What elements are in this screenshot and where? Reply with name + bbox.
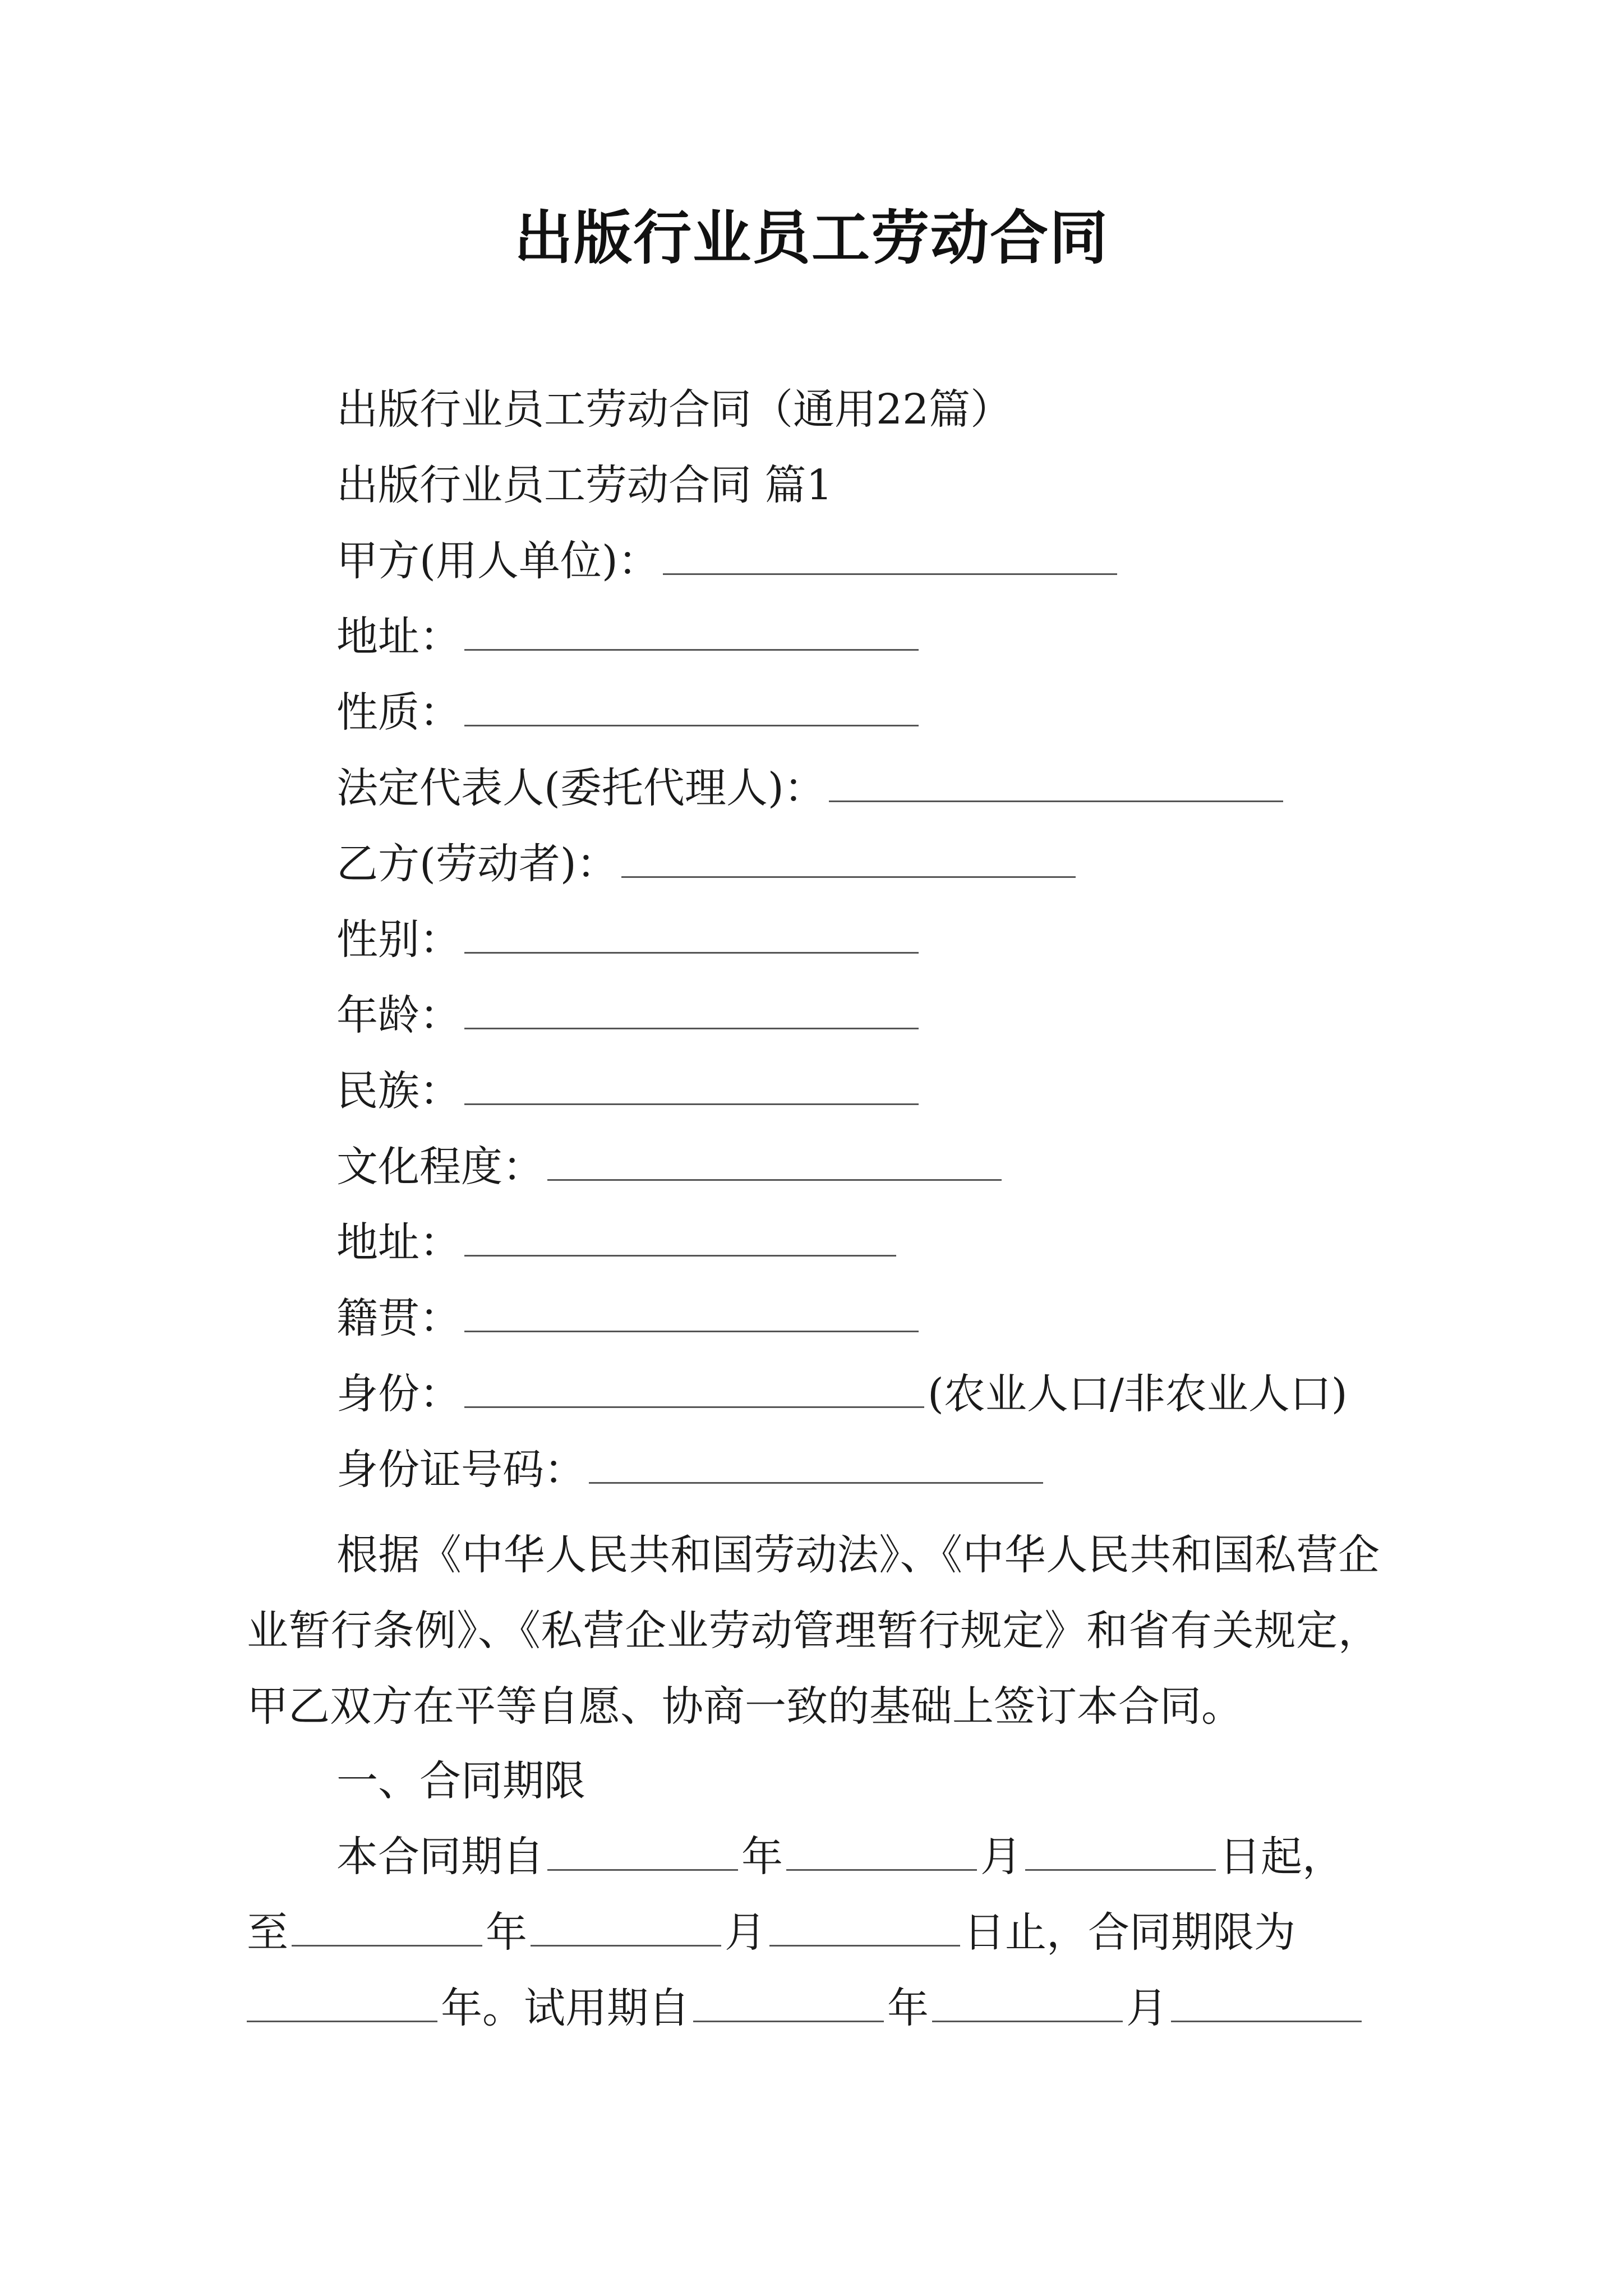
term-text: 日起，	[1219, 1833, 1344, 1881]
blank-line	[1171, 1987, 1362, 2022]
term-text: 年	[887, 1984, 929, 2032]
field-address-a	[336, 609, 922, 665]
basis-paragraph: 根据《中华人民共和国劳动法》、《中华人民共和国私营企业暂行条例》、《私营企业劳动管理暂行规定》和省有关规定，甲乙双方在平等自愿、协商一致的基础上签订本合同。	[247, 1531, 1380, 1731]
field-label: 甲方(用人单位)：	[336, 537, 660, 585]
blank-line	[464, 1297, 919, 1332]
field-label: 民族：	[336, 1067, 461, 1115]
field-age	[336, 987, 922, 1043]
blank-line	[464, 1070, 919, 1105]
blank-line	[464, 615, 919, 651]
field-label: 身份：	[336, 1370, 461, 1418]
field-label: 年龄：	[336, 991, 461, 1039]
term-text: 本合同期自	[336, 1833, 544, 1881]
field-label: 法定代表人(委托代理人)：	[336, 764, 826, 812]
field-gender	[336, 912, 922, 968]
blank-line	[464, 918, 919, 954]
blank-line	[769, 1911, 960, 1947]
field-address-b	[336, 1214, 900, 1271]
blank-line	[247, 1987, 437, 2022]
field-label: 乙方(劳动者)：	[336, 840, 618, 888]
term-text: 年。试用期自	[441, 1984, 690, 2032]
field-id-number	[336, 1442, 1046, 1498]
blank-line	[589, 1448, 1043, 1484]
blank-line	[464, 994, 919, 1029]
field-native-place	[336, 1290, 922, 1346]
blank-line	[663, 540, 1117, 575]
field-label: 地址：	[336, 613, 461, 661]
identity-suffix: (农业人口/非农业人口)	[928, 1370, 1348, 1418]
blank-line	[1025, 1835, 1216, 1871]
blank-line	[932, 1987, 1123, 2022]
field-legal-rep	[336, 760, 1287, 816]
blank-line	[531, 1911, 721, 1947]
blank-line	[464, 691, 919, 726]
field-identity	[336, 1366, 1348, 1422]
field-label: 文化程度：	[336, 1143, 544, 1191]
blank-line	[464, 1221, 896, 1257]
term-line-1	[336, 1829, 1344, 1885]
field-education	[336, 1139, 1005, 1195]
term-text: 月	[980, 1833, 1022, 1881]
field-nature	[336, 684, 922, 740]
term-text: 日止，合同期限为	[963, 1908, 1295, 1957]
blank-line	[829, 767, 1283, 802]
field-label: 身份证号码：	[336, 1446, 585, 1494]
term-text: 至	[247, 1908, 288, 1957]
term-text: 年	[486, 1908, 527, 1957]
term-line-3	[247, 1980, 1365, 2036]
section-heading: 出版行业员工劳动合同 篇1	[336, 461, 833, 509]
field-label: 性别：	[336, 915, 461, 964]
subtitle: 出版行业员工劳动合同（通用22篇）	[336, 385, 1012, 434]
term-text: 年	[741, 1833, 783, 1881]
field-party-a	[336, 533, 1121, 589]
term-text: 月	[725, 1908, 766, 1957]
field-party-b	[336, 836, 1079, 892]
field-ethnicity	[336, 1063, 922, 1119]
clause-1-heading: 一、合同期限	[336, 1757, 585, 1805]
blank-line	[464, 1373, 924, 1408]
blank-line	[547, 1145, 1002, 1181]
blank-line	[693, 1987, 884, 2022]
field-label: 性质：	[336, 688, 461, 737]
blank-line	[292, 1911, 482, 1947]
term-text: 月	[1126, 1984, 1168, 2032]
blank-line	[547, 1835, 738, 1871]
field-label: 籍贯：	[336, 1294, 461, 1342]
blank-line	[786, 1835, 977, 1871]
term-line-2	[247, 1904, 1295, 1961]
blank-line	[621, 843, 1076, 878]
field-label: 地址：	[336, 1218, 461, 1267]
document-title: 出版行业员工劳动合同	[514, 203, 1109, 272]
